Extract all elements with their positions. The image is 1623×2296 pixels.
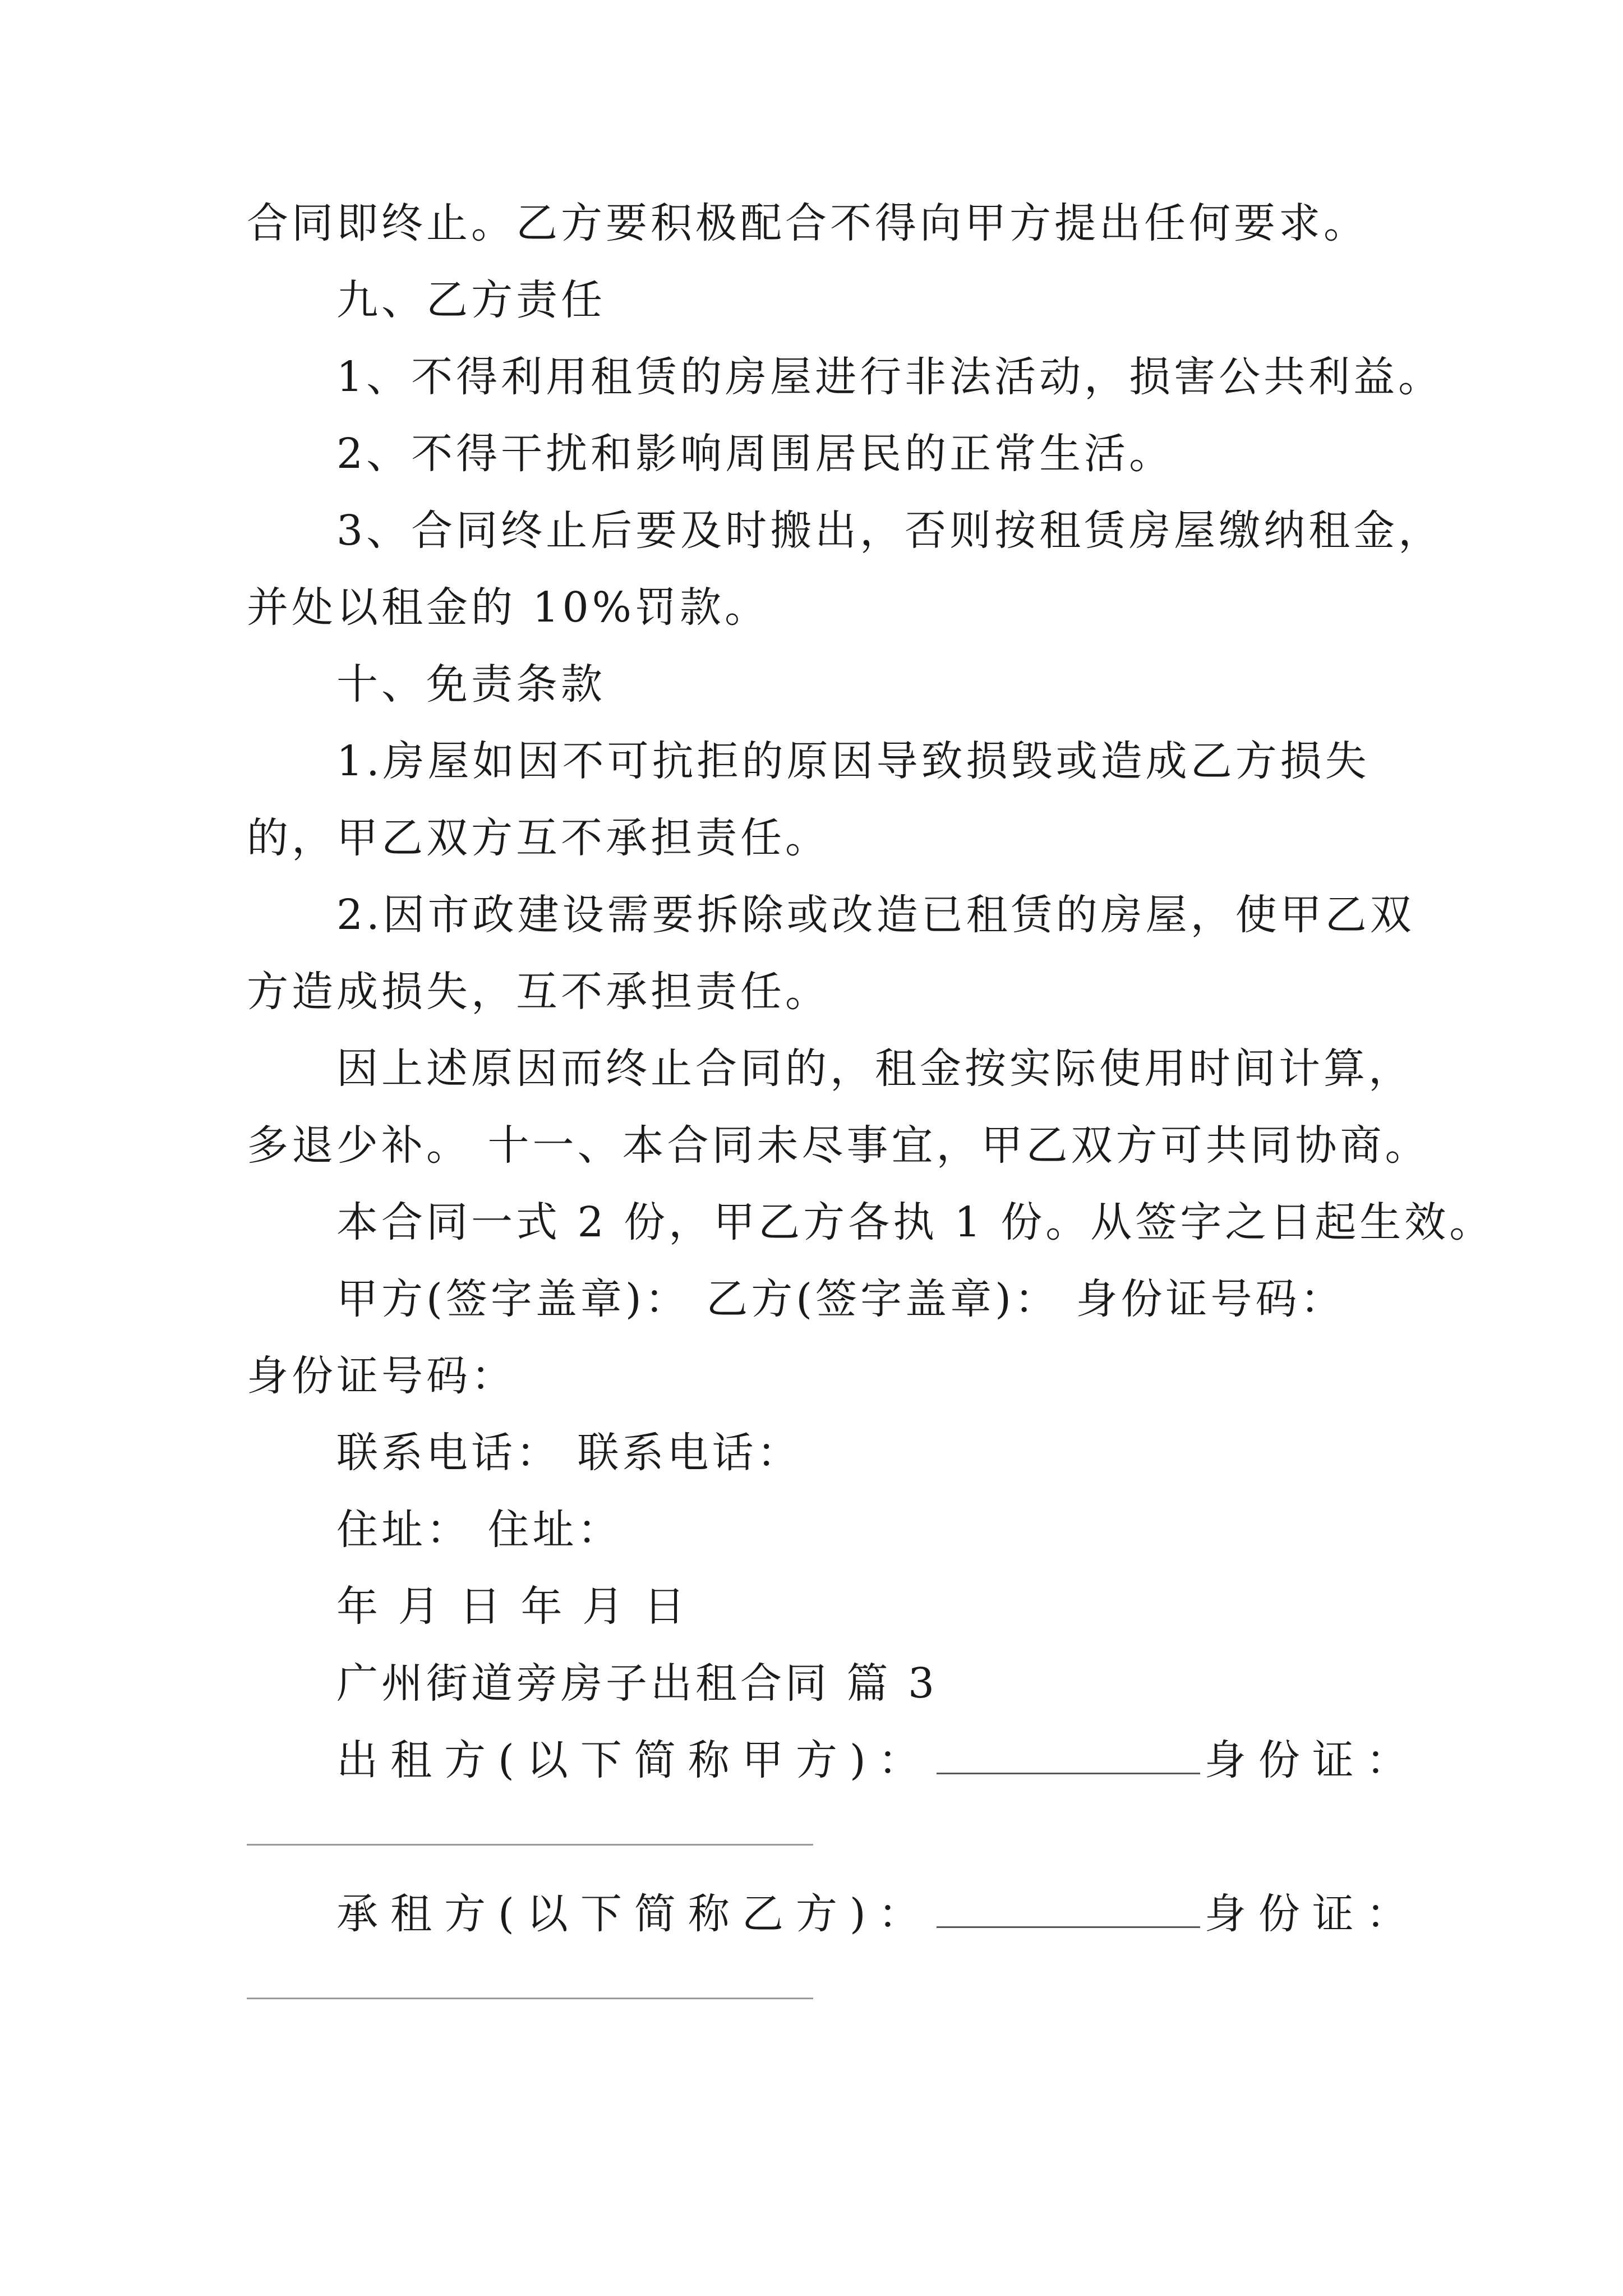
lessee-name-blank[interactable]: [937, 1893, 1200, 1928]
paragraph-line: 因上述原因而终止合同的，租金按实际使用时间计算，: [336, 1045, 1413, 1093]
lessor-line: [247, 1722, 1420, 1799]
section-title: 广州街道旁房子出租合同 篇 3: [336, 1659, 938, 1708]
paragraph-line: 2.因市政建设需要拆除或改造已租赁的房屋，使甲乙双: [336, 891, 1415, 939]
contact-line: 联系电话： 联系电话：: [336, 1429, 802, 1477]
address-line: 住址： 住址：: [336, 1506, 623, 1554]
lessee-id-label: 身份证：: [1204, 1890, 1420, 1938]
lessor-id-label: 身份证：: [1204, 1736, 1420, 1784]
paragraph-line: 1.房屋如因不可抗拒的原因导致损毁或造成乙方损失: [336, 737, 1370, 785]
lessee-id-blank[interactable]: [247, 1953, 1391, 2030]
document-page: [247, 185, 1495, 2030]
paragraph-line: 3、合同终止后要及时搬出，否则按租赁房屋缴纳租金，: [336, 507, 1444, 555]
paragraph-line: 并处以租金的 10%罚款。: [247, 583, 769, 632]
lessor-id-blank[interactable]: [247, 1799, 1391, 1876]
paragraph-line: 多退少补。 十一、本合同未尽事宜，甲乙双方可共同协商。: [247, 1121, 1430, 1170]
paragraph-line: 方造成损失，互不承担责任。: [247, 968, 830, 1016]
lessee-label: 承租方(以下简称乙方)：: [336, 1890, 932, 1938]
lessor-label: 出租方(以下简称甲方)：: [336, 1736, 932, 1784]
paragraph-line: 合同即终止。乙方要积极配合不得向甲方提出任何要求。: [247, 199, 1368, 247]
paragraph-line: 1、不得利用租赁的房屋进行非法活动，损害公共利益。: [336, 353, 1444, 401]
paragraph-line: 的，甲乙双方互不承担责任。: [247, 814, 830, 862]
paragraph-line: 本合同一式 2 份，甲乙方各执 1 份。从签字之日起生效。: [336, 1198, 1495, 1246]
signature-line: 甲方(签字盖章)： 乙方(签字盖章)： 身份证号码：: [336, 1275, 1345, 1323]
paragraph-line: 2、不得干扰和影响周围居民的正常生活。: [336, 430, 1174, 478]
date-line: 年 月 日 年 月 日: [336, 1582, 689, 1631]
signature-line: 身份证号码：: [247, 1352, 516, 1400]
lessee-line: [247, 1876, 1420, 1953]
section-heading: 九、乙方责任: [336, 276, 606, 324]
section-heading: 十、免责条款: [336, 660, 606, 708]
lessor-name-blank[interactable]: [937, 1739, 1200, 1774]
